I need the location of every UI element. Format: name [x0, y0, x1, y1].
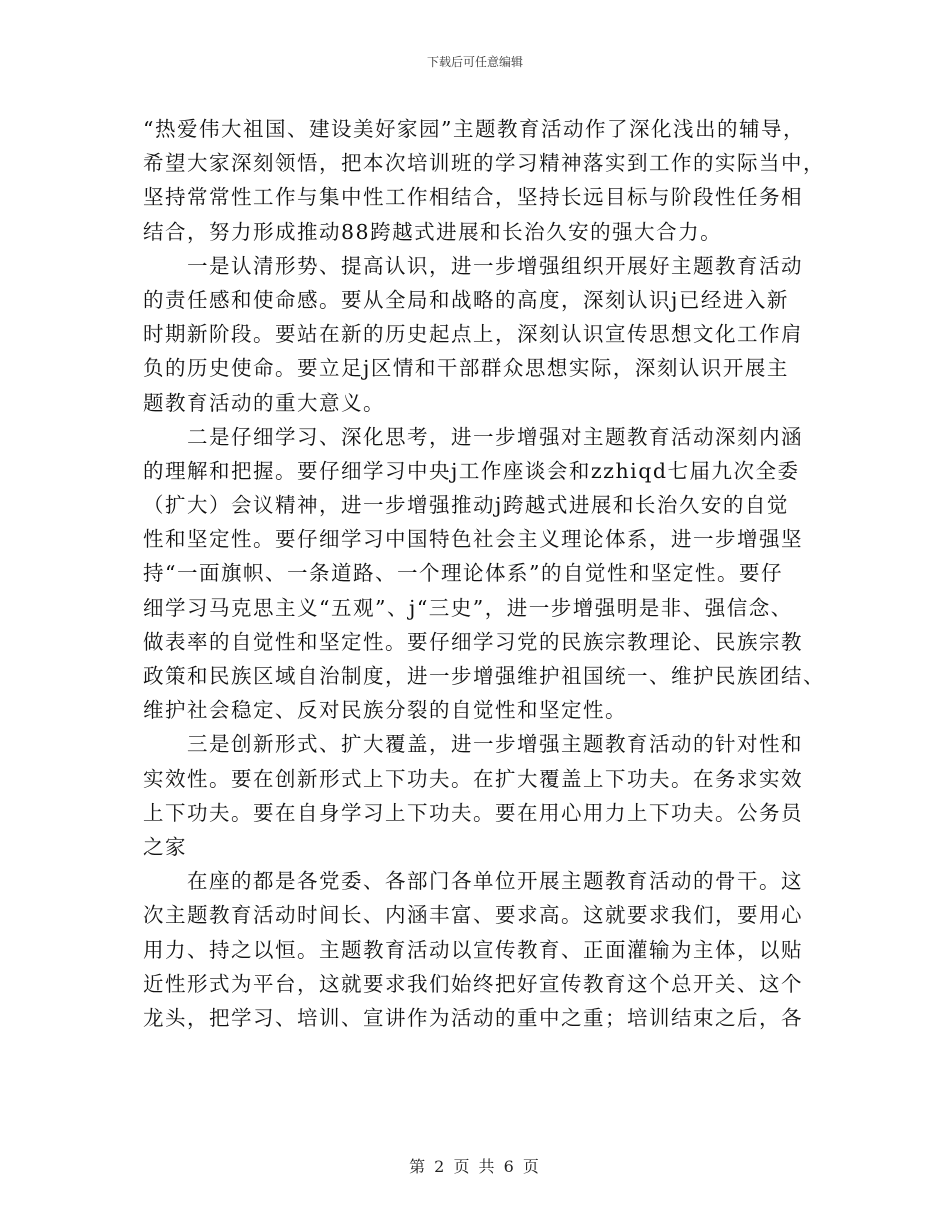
text-line: 细学习马克思主义“五观”、j“三史”，进一步增强明是非、强信念、 — [143, 595, 793, 620]
text-line: 近性形式为平台，这就要求我们始终把好宣传教育这个总开关、这个 — [143, 971, 803, 996]
text-line: 次主题教育活动时间长、内涵丰富、要求高。这就要求我们，要用心 — [143, 903, 803, 928]
text-line: 之家 — [143, 834, 187, 859]
text-line: 一是认清形势、提高认识，进一步增强组织开展好主题教育活动 — [143, 253, 803, 278]
paragraph-intro — [143, 112, 823, 249]
text-line: 的理解和把握。要仔细学习中央j工作座谈会和zzhiqd七届九次全委 — [143, 458, 800, 483]
text-line: 时期新阶段。要站在新的历史起点上，深刻认识宣传思想文化工作肩 — [143, 322, 803, 347]
text-line: “热爱伟大祖国、建设美好家园”主题教育活动作了深化浅出的辅导， — [143, 117, 805, 141]
paragraph-point-three — [143, 727, 823, 864]
page-number-footer: 第 2 页 共 6 页 — [409, 1157, 541, 1176]
paragraph-closing — [143, 864, 823, 1035]
text-line: 在座的都是各党委、各部门各单位开展主题教育活动的骨干。这 — [143, 869, 803, 894]
text-line: 做表率的自觉性和坚定性。要仔细学习党的民族宗教理论、民族宗教 — [143, 629, 803, 654]
text-line: 题教育活动的重大意义。 — [143, 390, 385, 415]
text-line: 龙头，把学习、培训、宣讲作为活动的重中之重；培训结束之后，各 — [143, 1005, 803, 1030]
text-line: 希望大家深刻领悟，把本次培训班的学习精神落实到工作的实际当中， — [143, 151, 825, 176]
text-line: 结合，努力形成推动88跨越式进展和长治久安的强大合力。 — [143, 219, 723, 244]
text-line: 实效性。要在创新形式上下功夫。在扩大覆盖上下功夫。在务求实效 — [143, 766, 803, 791]
text-line: 负的历史使命。要立足j区情和干部群众思想实际，深刻认识开展主 — [143, 356, 789, 381]
page-header: 下载后可任意编辑 — [426, 55, 523, 69]
text-line: （扩大）会议精神，进一步增强推动j跨越式进展和长治久安的自觉 — [143, 493, 789, 518]
text-line: 维护社会稳定、反对民族分裂的自觉性和坚定性。 — [143, 698, 627, 723]
text-line: 政策和民族区域自治制度，进一步增强维护祖国统一、维护民族团结、 — [143, 664, 825, 688]
paragraph-point-one — [143, 249, 823, 420]
text-line: 性和坚定性。要仔细学习中国特色社会主义理论体系，进一步增强坚 — [143, 527, 803, 552]
text-line: 二是仔细学习、深化思考，进一步增强对主题教育活动深刻内涵 — [143, 424, 803, 449]
text-line: 的责任感和使命感。要从全局和战略的高度，深刻认识j已经进入新 — [143, 287, 789, 312]
text-line: 用力、持之以恒。主题教育活动以宣传教育、正面灌输为主体，以贴 — [143, 937, 803, 962]
paragraph-point-two — [143, 420, 823, 728]
text-line: 三是创新形式、扩大覆盖，进一步增强主题教育活动的针对性和 — [143, 732, 803, 757]
text-line: 上下功夫。要在自身学习上下功夫。要在用心用力上下功夫。公务员 — [143, 800, 803, 825]
text-line: 坚持常常性工作与集中性工作相结合，坚持长远目标与阶段性任务相 — [143, 185, 803, 210]
text-line: 持“一面旗帜、一条道路、一个理论体系”的自觉性和坚定性。要仔 — [143, 561, 783, 586]
document-body — [143, 112, 823, 1035]
